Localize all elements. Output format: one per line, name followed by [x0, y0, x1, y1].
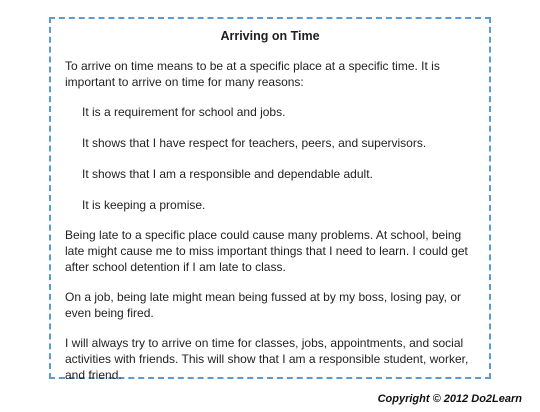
copyright-notice: Copyright © 2012 Do2Learn: [377, 393, 522, 405]
intro-paragraph: To arrive on time means to be at a specific place at a specific time. It is important to arrive on time for many reasons:: [65, 59, 440, 89]
document-title: Arriving on Time: [220, 29, 320, 43]
commitment-paragraph: I will always try to arrive on time for classes, jobs, appointments, and social activities with friends. This will show that I am a responsible student, worker, and friend.: [65, 336, 469, 382]
problems-paragraph: Being late to a specific place could cause many problems. At school, being late might cause me to miss important things that I need to learn. I could get after school detention if I am late to class.: [65, 228, 468, 274]
reason-item: It shows that I have respect for teachers, peers, and supervisors.: [82, 136, 427, 150]
reason-item: It shows that I am a responsible and dependable adult.: [82, 167, 373, 181]
reason-item: It is keeping a promise.: [82, 198, 206, 212]
reason-item: It is a requirement for school and jobs.: [82, 105, 286, 119]
document-card: [49, 17, 491, 382]
job-paragraph: On a job, being late might mean being fussed at by my boss, losing pay, or even being fired.: [65, 290, 461, 320]
